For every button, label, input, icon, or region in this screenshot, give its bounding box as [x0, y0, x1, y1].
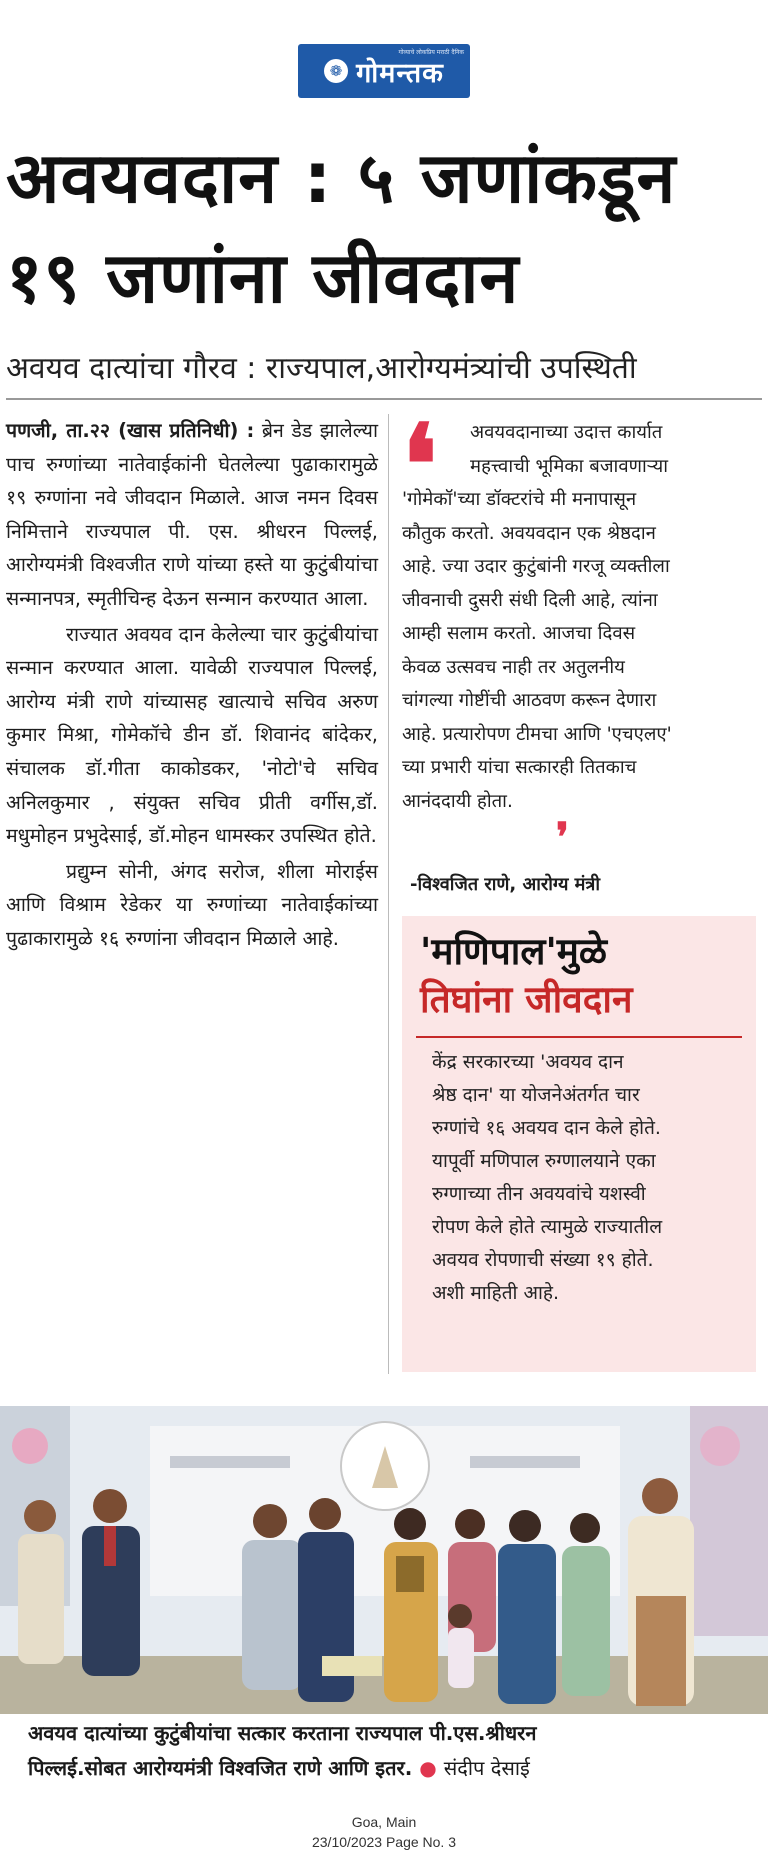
headline [6, 128, 762, 328]
photo-credit: संदीप देसाई [443, 1756, 530, 1780]
sidebar-body [432, 1046, 748, 1310]
sidebar-line: अवयव रोपणाची संख्या १९ होते. [432, 1249, 654, 1271]
quote-line: आहे. प्रत्यारोपण टीमचा आणि 'एचएलए' [402, 723, 672, 745]
sidebar-line: रोपण केले होते त्यामुळे राज्यातील [432, 1216, 663, 1238]
article-body [6, 414, 378, 958]
bullet-icon: ● [419, 1756, 437, 1780]
masthead-tagline: गोव्याचे लोकप्रिय मराठी दैनिक [398, 49, 464, 56]
quote-line: च्या प्रभारी यांचा सत्कारही तितकाच [402, 757, 637, 778]
subheadline: अवयव दात्यांचा गौरव : राज्यपाल,आरोग्यमंत्र्यांची उपस्थिती [6, 351, 637, 386]
sidebar-line: रुग्णांचे १६ अवयव दान केले होते. [432, 1117, 661, 1139]
close-quote-icon: ❜ [556, 814, 569, 861]
article-paragraph-2: राज्यात अवयव दान केलेल्या चार कुटुंबीयांचा सन्मान करण्यात आला. यावेळी राज्यपाल पिल्लई, आरोग्य मंत्री राणे यांच्यासह खात्याचे सचिव अरुण कुमार मिश्रा, गोमेकॉचे डीन डॉ. शिवानंद बांदेकर, संचालक डॉ.गीता काकोडकर, 'नोटो'चे सचिव अनिलकुमार , संयुक्त सचिव प्रीती वर्गीस,डॉ. मधुमोहन प्रभुदेसाई, डॉ.मोहन धामस्कर उपस्थित होते. [6, 622, 378, 848]
sidebar-title-line-1: 'मणिपाल'मुळे [420, 930, 608, 973]
event-photo [0, 1406, 768, 1714]
sidebar-title-line-2: तिघांना जीवदान [420, 978, 633, 1021]
masthead-logo [298, 44, 470, 98]
photo-caption [28, 1716, 748, 1786]
quote-line: आम्ही सलाम करतो. आजचा दिवस [402, 623, 636, 644]
quote-line: जीवनाची दुसरी संधी दिली आहे, त्यांना [402, 589, 658, 611]
headline-line-1: अवयवदान : ५ जणांकडून [6, 137, 677, 219]
open-quote-icon: ❛ [402, 400, 438, 529]
quote-line: चांगल्या गोष्टींची आठवण करून देणारा [402, 690, 657, 711]
sidebar-box [402, 916, 756, 1372]
date-page-label: 23/10/2023 Page No. 3 [311, 1834, 456, 1850]
sidebar-line: अशी माहिती आहे. [432, 1282, 560, 1304]
sidebar-line: श्रेष्ठ दान' या योजनेअंतर्गत चार [432, 1084, 640, 1106]
caption-line-2 [28, 1751, 748, 1786]
lamp-icon: ❁ [324, 59, 348, 83]
quote-line: आनंददायी होता. [402, 790, 513, 812]
caption-line-2-text: पिल्लई.सोबत आरोग्यमंत्री विश्वजित राणे आणि इतर. [28, 1756, 413, 1780]
pull-quote [402, 416, 756, 818]
quote-line: केवळ उत्सवच नाही तर अतुलनीय [402, 656, 625, 678]
article-paragraph-3: प्रद्युम्न सोनी, अंगद सरोज, शीला मोराईस आणि विश्राम रेडेकर या रुग्णांच्या नातेवाईकांच्या पुढाकारामुळे १६ रुग्णांना जीवदान मिळाले आहे. [6, 859, 378, 950]
quote-attribution: -विश्वजित राणे, आरोग्य मंत्री [410, 874, 601, 895]
quote-line: 'गोमेकॉ'च्या डॉक्टरांचे मी मनापासून [402, 489, 637, 510]
sidebar-line: यापूर्वी मणिपाल रुग्णालयाने एका [432, 1150, 656, 1172]
quote-line: आहे. ज्या उदार कुटुंबांनी गरजू व्यक्तीला [402, 556, 670, 577]
sidebar-line: केंद्र सरकारच्या 'अवयव दान [432, 1051, 624, 1073]
sidebar-rule [416, 1036, 742, 1038]
quote-line: महत्त्वाची भूमिका बजावणाऱ्या [470, 455, 669, 477]
page-footer [0, 1812, 768, 1852]
masthead-name: गोमन्तक [356, 57, 444, 89]
edition-label: Goa, Main [351, 1814, 417, 1830]
quote-line: अवयवदानाच्या उदात्त कार्यात [470, 422, 663, 443]
caption-line-1: अवयव दात्यांच्या कुटुंबीयांचा सत्कार करताना राज्यपाल पी.एस.श्रीधरन [28, 1721, 537, 1745]
dateline: पणजी, ता.२२ (खास प्रतिनिधी) : [6, 419, 255, 442]
headline-line-2: १९ जणांना जीवदान [6, 237, 520, 319]
sidebar-line: रुग्णाच्या तीन अवयवांचे यशस्वी [432, 1183, 646, 1205]
quote-line: कौतुक करतो. अवयवदान एक श्रेष्ठदान [402, 522, 656, 544]
photo-illustration [0, 1406, 768, 1714]
divider [6, 398, 762, 400]
article-text-1: ब्रेन डेड झालेल्या पाच रुग्णांच्या नातेवाईकांनी घेतलेल्या पुढाकारामुळे १९ रुग्णांना नवे जीवदान मिळाले. आज नमन दिवस निमित्ताने राज्यपाल पी. एस. श्रीधरन पिल्लई, आरोग्यमंत्री विश्वजीत राणे यांच्या हस्ते या कुटुंबीयांचा सन्मानपत्र, स्मृतीचिन्ह देऊन सन्मान करण्यात आला. [6, 419, 378, 610]
column-divider [388, 414, 389, 1374]
article-paragraph-1 [6, 414, 378, 616]
